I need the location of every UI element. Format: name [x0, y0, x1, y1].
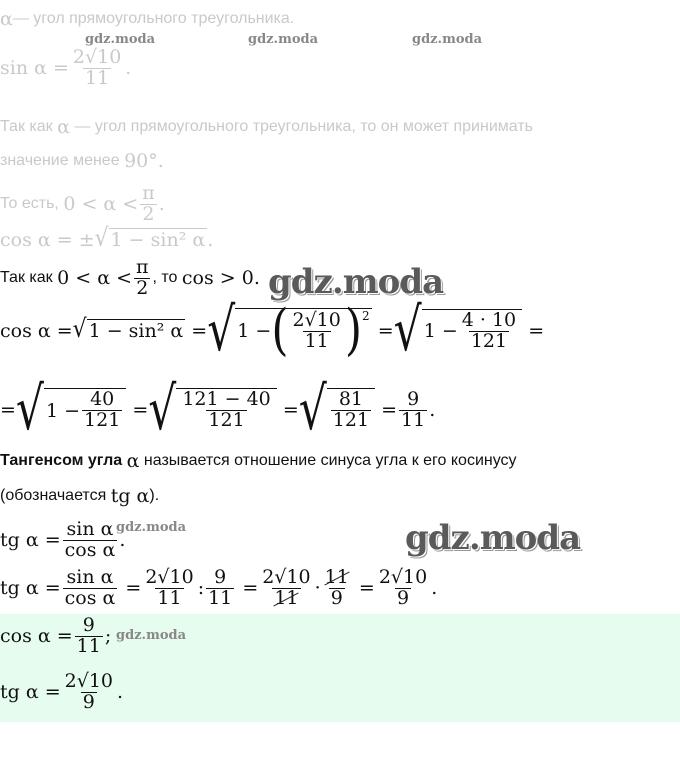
numerator: π	[142, 182, 155, 204]
sqrt-large: √ $\frac{121 - 40}{121}$	[148, 388, 277, 432]
watermark-large: gdz.moda	[268, 262, 444, 302]
equals: =	[242, 577, 259, 600]
fraction	[460, 308, 518, 352]
colon: :	[197, 577, 205, 600]
pi-over-two	[134, 258, 151, 299]
numerator: 4 · 10	[461, 308, 517, 331]
tangent-notation	[0, 485, 159, 507]
tg-computation: tg α = $\frac{\text{sin α}}{\text{cos α}}$ = $\frac{2√10}{11}$ : $\frac{9}{11}$ = $\frac{2√10}{11}$ · $\frac{11}{9}$ = $\frac{2√10}{9}$ .	[0, 566, 438, 609]
numerator: 2√10	[145, 566, 194, 588]
numerator: 2√10	[378, 566, 428, 588]
one-minus: 1 −	[45, 399, 81, 422]
one-minus: 1 −	[237, 320, 272, 342]
tg-lhs: tg α =	[0, 577, 61, 600]
watermark: gdz.moda	[412, 32, 483, 47]
equals: =	[358, 577, 375, 600]
watermark: gdz.moda	[116, 520, 187, 535]
cos-lhs: cos α = ±	[0, 228, 95, 251]
text: — угол прямоугольного треугольника, то он может принимать	[74, 118, 533, 135]
numerator: 121 − 40	[182, 388, 271, 411]
radicand: 1 − sin² α	[110, 229, 206, 251]
denominator: 11	[304, 329, 329, 352]
numerator: 9	[407, 387, 420, 410]
cos-lhs: cos α =	[0, 319, 73, 342]
numerator: π	[136, 256, 149, 278]
text: Так как	[0, 269, 53, 287]
sqrt-large: √ 1 − $\frac{4 \cdot 10}{121}$	[394, 309, 523, 353]
inequality: 0 < α <	[57, 267, 132, 290]
watermark: gdz.moda	[85, 32, 156, 47]
numerator: 9	[214, 566, 227, 588]
numerator: 2√10	[64, 670, 114, 692]
text: значение менее	[0, 152, 120, 169]
sin-fraction	[71, 48, 123, 89]
text: Так как	[0, 118, 53, 135]
pi-over-two	[140, 184, 157, 225]
denominator: 2	[136, 276, 149, 299]
one-minus: 1 −	[423, 320, 458, 342]
faded-line-alpha-def	[0, 8, 294, 30]
numerator: 81	[338, 388, 363, 411]
numerator: sin α	[66, 566, 114, 588]
sin-lhs: sin α =	[0, 57, 69, 80]
numerator: sin α	[66, 518, 114, 540]
numerator: 2√10	[72, 46, 122, 68]
denominator: 11	[157, 586, 182, 609]
text: То есть,	[0, 195, 59, 213]
tg-lhs: tg α =	[0, 681, 61, 704]
denominator: 121	[84, 409, 121, 431]
watermark: gdz.moda	[116, 628, 187, 643]
equals: =	[125, 577, 142, 600]
sqrt: √ 1 − sin² α	[72, 314, 184, 344]
denominator: cos α	[64, 538, 116, 561]
faded-line-range: То есть, 0 < α < $\frac{\pi}{2}$ .	[0, 182, 165, 225]
tangent-definition	[0, 450, 517, 472]
denominator: 11	[401, 408, 426, 431]
radicand	[44, 388, 126, 432]
text: ).	[149, 487, 160, 504]
numerator: 40	[90, 388, 115, 411]
faded-cos-formula: cos α = ± √ 1 − sin² α .	[0, 223, 214, 253]
denominator: cos α	[64, 586, 116, 609]
sqrt-large: √ 1 − ( $\frac{2√10}{11}$ ) $^2$	[207, 295, 370, 365]
sqrt-large: √ 1 − $\frac{40}{121}$	[16, 388, 126, 432]
text: , то	[152, 269, 178, 287]
tg-lhs: tg α =	[0, 529, 61, 552]
radicand: 1 − sin² α	[88, 320, 184, 342]
inequality: 0 < α <	[63, 193, 139, 216]
denominator: 121	[470, 329, 508, 352]
equals: =	[282, 399, 299, 421]
tg-formula: tg α = $\frac{\text{sin α}}{\text{cos α}}$ .	[0, 518, 126, 561]
faded-line-since	[0, 116, 533, 138]
cos-positive: cos > 0	[181, 267, 254, 290]
exponent: 2	[362, 309, 370, 323]
denominator: 121	[332, 409, 370, 431]
line-since-cos-positive: Так как 0 < α < $\frac{\pi}{2}$ , то cos > 0 .	[0, 256, 260, 299]
denominator: 11	[76, 634, 101, 657]
faded-line-less-than: значение менее 90° .	[0, 150, 164, 172]
tg-symbol: tg α	[110, 485, 150, 507]
numerator: 2√10	[292, 308, 341, 331]
numerator: 9	[82, 614, 95, 636]
denominator: 2	[142, 202, 155, 225]
value-90: 90°	[124, 150, 158, 172]
sqrt-large: √ $\frac{81}{121}$	[299, 388, 375, 432]
answer-cos: cos α = $\frac{9}{11}$ ;	[0, 614, 112, 657]
denominator: 9	[396, 586, 410, 609]
alpha-symbol: α	[57, 116, 70, 138]
numerator: 2√10	[262, 566, 311, 588]
equals: =	[0, 399, 16, 421]
answer-tg: tg α = $\frac{2√10}{9}$ .	[0, 670, 124, 713]
equals: =	[132, 399, 149, 421]
denominator: 11	[85, 66, 110, 89]
equals: =	[528, 319, 545, 342]
watermark: gdz.moda	[248, 32, 319, 47]
radicand: 1 − ( $\frac{2√10}{11}$ ) $^2$	[237, 298, 370, 363]
text: называется отношение синуса угла к его косинусу	[143, 452, 517, 469]
cancelled-value: 11	[274, 586, 299, 609]
fraction	[290, 308, 342, 352]
denominator: 9	[82, 690, 95, 713]
denominator: 9	[330, 586, 343, 609]
equals: =	[191, 319, 208, 342]
radicand	[422, 309, 522, 353]
text: (обозначается	[0, 487, 107, 504]
watermark-large: gdz.moda	[405, 518, 581, 558]
alpha-symbol: α	[126, 450, 140, 472]
alpha-symbol: α	[0, 8, 13, 30]
denominator: 121	[208, 409, 245, 431]
faded-sin-formula: sin α = $\frac{2√10}{11}$ .	[0, 46, 132, 89]
equals: =	[377, 319, 394, 342]
equals: =	[381, 399, 398, 421]
denominator: 11	[208, 586, 233, 609]
sqrt: √ 1 − sin² α	[94, 223, 206, 253]
cos-computation-1	[0, 295, 545, 365]
cos-lhs: cos α =	[0, 625, 73, 648]
dot: ·	[314, 577, 321, 600]
cancelled-value: 11	[324, 566, 349, 588]
term-bold: Тангенсом угла	[0, 452, 123, 469]
cos-computation-2: = √ 1 − $\frac{40}{121}$ = √ $\frac{121 - 40}{121}$ = √ $\frac{81}{121}$ = $\frac{9}{11}$ .	[0, 374, 436, 444]
text: — угол прямоугольного треугольника.	[12, 10, 295, 27]
